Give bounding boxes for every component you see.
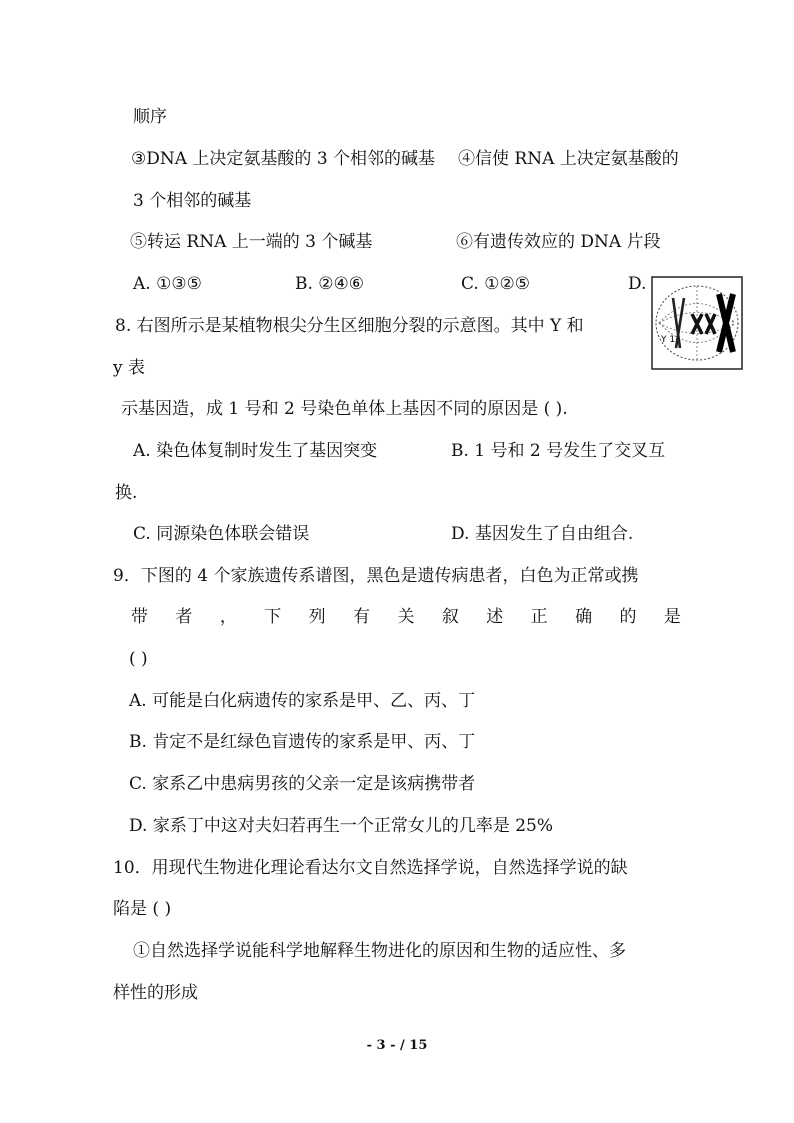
q9-option-a: A. 可能是白化病遗传的家系是甲、乙、丙、丁: [129, 691, 476, 711]
q7-option-a: A. ①③⑤: [133, 274, 202, 294]
cell-division-figure: [651, 276, 743, 370]
q8-option-c: C. 同源染色体联会错误: [133, 524, 310, 544]
q8-stem-3: 示基因造，成 1 号和 2 号染色单体上基因不同的原因是 ( ).: [121, 399, 568, 419]
q7-option-d: D.: [628, 274, 647, 294]
q10-stem: 10．用现代生物进化理论看达尔文自然选择学说，自然选择学说的缺: [113, 858, 628, 878]
q9-option-c: C. 家系乙中患病男孩的父亲一定是该病携带者: [129, 774, 476, 794]
q8-option-b-continued: 换.: [115, 483, 138, 503]
page-number: - 3 - / 15: [366, 1038, 428, 1053]
q10-stem-2: 陷是 ( ): [113, 899, 172, 919]
figure-label: Y 1: [661, 335, 676, 345]
item-6: ⑥有遗传效应的 DNA 片段: [456, 232, 661, 252]
q8-option-a: A. 染色体复制时发生了基因突变: [133, 441, 378, 461]
q8-stem-2: y 表: [113, 358, 146, 378]
q8-stem: 8. 右图所示是某植物根尖分生区细胞分裂的示意图。其中 Y 和: [115, 316, 584, 336]
line-shunxu: 顺序: [133, 107, 167, 127]
q10-item-1-continued: 样性的形成: [113, 983, 198, 1003]
q8-option-d: D. 基因发生了自由组合.: [451, 524, 634, 544]
q9-answer-paren: ( ): [129, 649, 148, 669]
q7-option-c: C. ①②⑤: [461, 274, 530, 294]
q10-item-1: ①自然选择学说能科学地解释生物进化的原因和生物的适应性、多: [133, 941, 626, 961]
item-3: ③DNA 上决定氨基酸的 3 个相邻的碱基: [131, 149, 436, 169]
q9-stem-2: 带 者 ， 下 列 有 关 叙 述 正 确 的 是: [131, 607, 681, 627]
q9-stem: 9．下图的 4 个家族遗传系谱图，黑色是遗传病患者，白色为正常或携: [113, 566, 639, 586]
q7-option-b: B. ②④⑥: [295, 274, 365, 294]
q9-option-b: B. 肯定不是红绿色盲遗传的家系是甲、丙、丁: [129, 732, 476, 752]
q9-option-d: D. 家系丁中这对夫妇若再生一个正常女儿的几率是 25%: [129, 816, 554, 836]
q8-option-b: B. 1 号和 2 号发生了交叉互: [451, 441, 666, 461]
item-4-continued: 3 个相邻的碱基: [133, 191, 252, 211]
item-5: ⑤转运 RNA 上一端的 3 个碱基: [130, 232, 373, 252]
item-4: ④信使 RNA 上决定氨基酸的: [458, 149, 679, 169]
